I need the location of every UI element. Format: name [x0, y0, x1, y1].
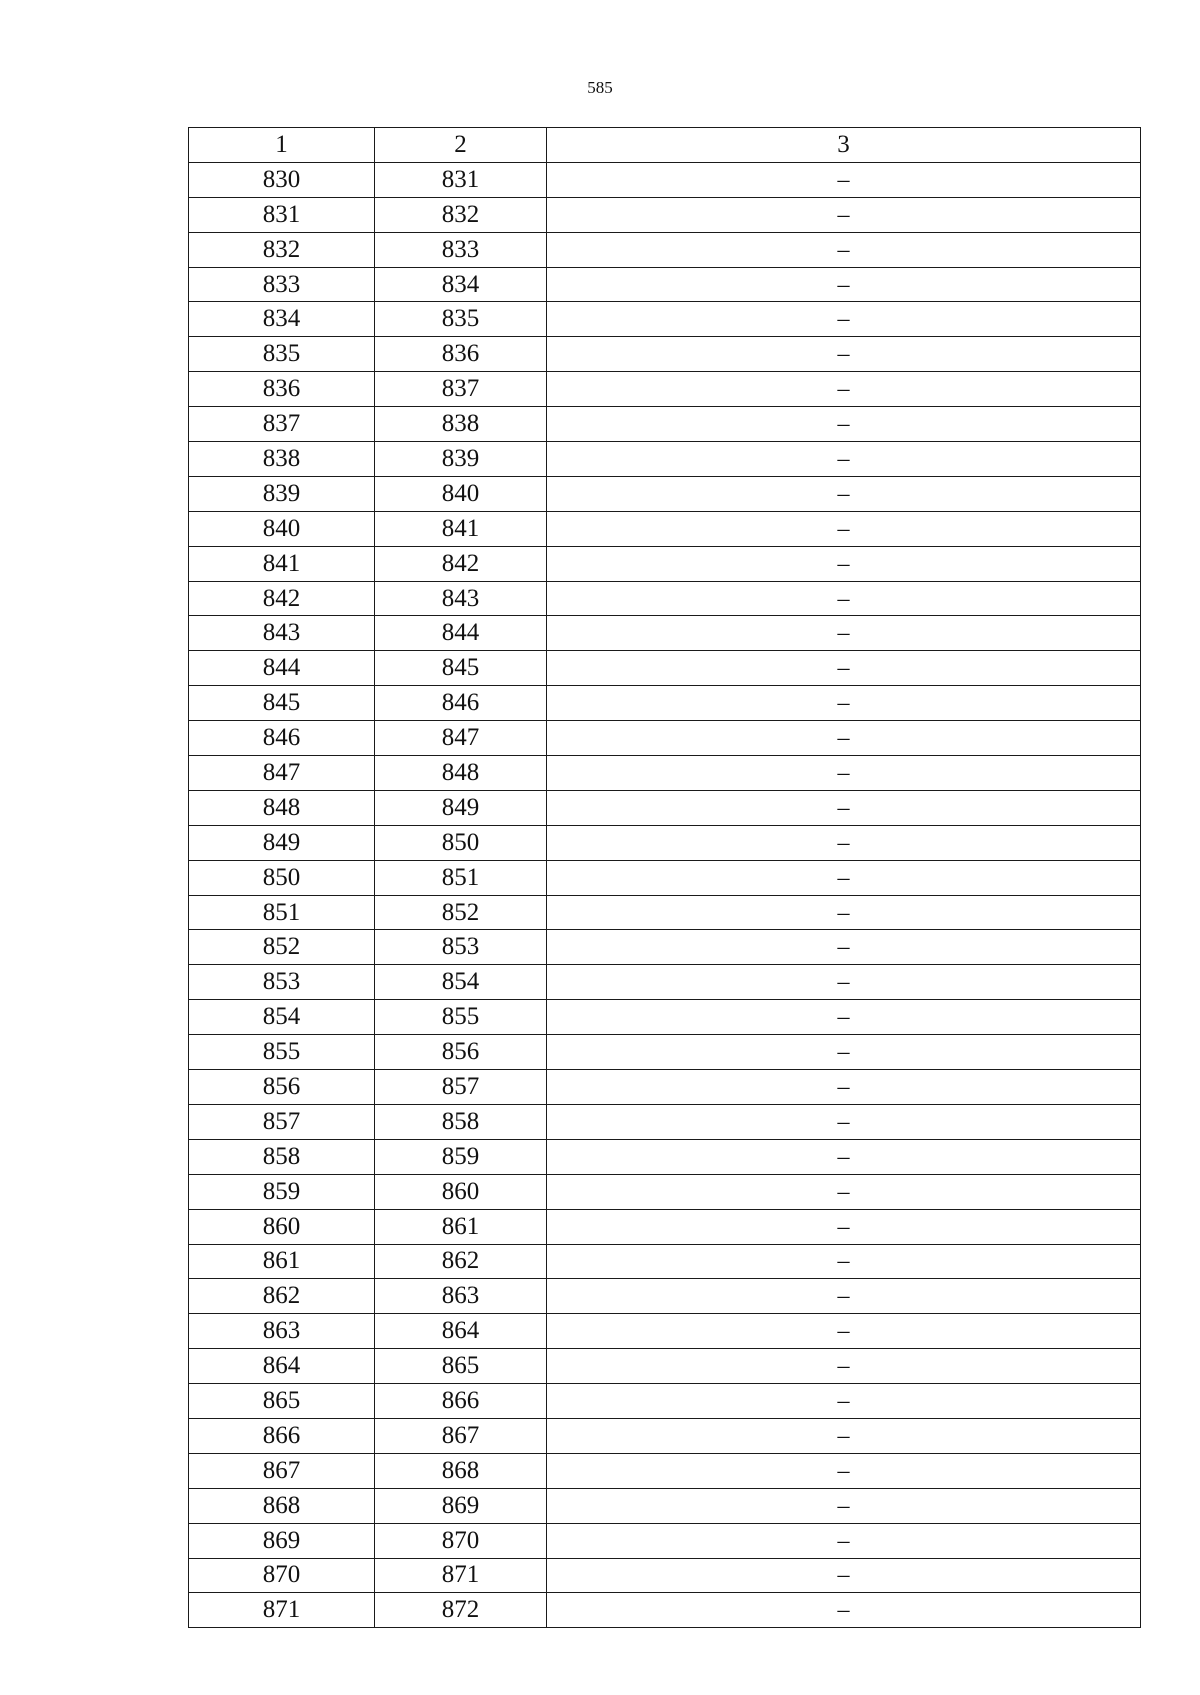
table-row: [189, 721, 1141, 756]
table-cell-col2: 836: [375, 337, 547, 372]
table-cell-col1: 860: [189, 1209, 375, 1244]
table-cell-col1: 850: [189, 860, 375, 895]
table-cell-col2: 848: [375, 756, 547, 791]
table-cell-col3: –: [547, 267, 1141, 302]
table-row: [189, 302, 1141, 337]
table-cell-col2: 846: [375, 686, 547, 721]
table-cell-col1: 857: [189, 1104, 375, 1139]
table-cell-col3: –: [547, 337, 1141, 372]
column-header-2: 2: [375, 128, 547, 163]
table-cell-col2: 855: [375, 1000, 547, 1035]
table-cell-col1: 830: [189, 162, 375, 197]
table-cell-col3: –: [547, 790, 1141, 825]
table-cell-col1: 839: [189, 476, 375, 511]
table-header: [189, 128, 1141, 163]
table-cell-col1: 848: [189, 790, 375, 825]
table-cell-col3: –: [547, 930, 1141, 965]
table-row: [189, 232, 1141, 267]
table-row: [189, 1418, 1141, 1453]
table-row: [189, 1488, 1141, 1523]
table-row: [189, 1384, 1141, 1419]
table-cell-col1: 869: [189, 1523, 375, 1558]
table-row: [189, 1593, 1141, 1628]
table-cell-col3: –: [547, 1314, 1141, 1349]
table-row: [189, 895, 1141, 930]
table-cell-col2: 851: [375, 860, 547, 895]
table-cell-col3: –: [547, 1000, 1141, 1035]
table-cell-col3: –: [547, 162, 1141, 197]
table-cell-col1: 833: [189, 267, 375, 302]
table-cell-col1: 854: [189, 1000, 375, 1035]
table-row: [189, 197, 1141, 232]
table-cell-col1: 834: [189, 302, 375, 337]
table-row: [189, 1349, 1141, 1384]
table-row: [189, 1558, 1141, 1593]
table-cell-col3: –: [547, 1593, 1141, 1628]
table-cell-col1: 847: [189, 756, 375, 791]
table-cell-col1: 846: [189, 721, 375, 756]
table-cell-col1: 845: [189, 686, 375, 721]
table-cell-col3: –: [547, 511, 1141, 546]
table-cell-col1: 864: [189, 1349, 375, 1384]
table-cell-col1: 832: [189, 232, 375, 267]
table-cell-col2: 856: [375, 1035, 547, 1070]
table-cell-col3: –: [547, 895, 1141, 930]
table-cell-col2: 866: [375, 1384, 547, 1419]
table-cell-col1: 855: [189, 1035, 375, 1070]
table-cell-col2: 868: [375, 1453, 547, 1488]
table-cell-col3: –: [547, 581, 1141, 616]
table-row: [189, 442, 1141, 477]
table-cell-col1: 871: [189, 1593, 375, 1628]
table-cell-col2: 869: [375, 1488, 547, 1523]
table-cell-col3: –: [547, 372, 1141, 407]
table-row: [189, 1104, 1141, 1139]
table-cell-col3: –: [547, 232, 1141, 267]
table-cell-col1: 852: [189, 930, 375, 965]
table-cell-col1: 838: [189, 442, 375, 477]
table-cell-col1: 867: [189, 1453, 375, 1488]
data-table: [188, 127, 1141, 1628]
page-number: 585: [587, 78, 613, 97]
table-cell-col1: 861: [189, 1244, 375, 1279]
table-row: [189, 1139, 1141, 1174]
table-cell-col1: 841: [189, 546, 375, 581]
table-cell-col2: 865: [375, 1349, 547, 1384]
table-cell-col3: –: [547, 1488, 1141, 1523]
table-cell-col2: 832: [375, 197, 547, 232]
table-row: [189, 1070, 1141, 1105]
table-cell-col1: 868: [189, 1488, 375, 1523]
table-row: [189, 825, 1141, 860]
table-cell-col2: 844: [375, 616, 547, 651]
table-row: [189, 651, 1141, 686]
table-cell-col3: –: [547, 1384, 1141, 1419]
table-cell-col1: 858: [189, 1139, 375, 1174]
table-cell-col2: 853: [375, 930, 547, 965]
table-row: [189, 790, 1141, 825]
table-cell-col1: 844: [189, 651, 375, 686]
table-row: [189, 476, 1141, 511]
table-cell-col3: –: [547, 686, 1141, 721]
table-row: [189, 546, 1141, 581]
table-cell-col2: 870: [375, 1523, 547, 1558]
table-cell-col1: 851: [189, 895, 375, 930]
table-cell-col1: 849: [189, 825, 375, 860]
table-row: [189, 1209, 1141, 1244]
table-row: [189, 372, 1141, 407]
table-cell-col1: 863: [189, 1314, 375, 1349]
table-row: [189, 162, 1141, 197]
table-cell-col3: –: [547, 1070, 1141, 1105]
table-cell-col2: 834: [375, 267, 547, 302]
table-cell-col2: 849: [375, 790, 547, 825]
table-cell-col2: 833: [375, 232, 547, 267]
table-cell-col2: 857: [375, 1070, 547, 1105]
table-cell-col1: 831: [189, 197, 375, 232]
header-row: [189, 128, 1141, 163]
table-row: [189, 1244, 1141, 1279]
table-row: [189, 1453, 1141, 1488]
table-cell-col2: 861: [375, 1209, 547, 1244]
table-row: [189, 1000, 1141, 1035]
table-cell-col1: 837: [189, 407, 375, 442]
table-cell-col3: –: [547, 1174, 1141, 1209]
table-cell-col3: –: [547, 651, 1141, 686]
table-cell-col2: 872: [375, 1593, 547, 1628]
table-cell-col3: –: [547, 1139, 1141, 1174]
table-cell-col3: –: [547, 756, 1141, 791]
table-cell-col1: 843: [189, 616, 375, 651]
table-cell-col3: –: [547, 1418, 1141, 1453]
column-header-1: 1: [189, 128, 375, 163]
table-cell-col3: –: [547, 1558, 1141, 1593]
table-cell-col1: 842: [189, 581, 375, 616]
table-cell-col3: –: [547, 442, 1141, 477]
table-cell-col1: 853: [189, 965, 375, 1000]
table-row: [189, 756, 1141, 791]
table-cell-col3: –: [547, 1349, 1141, 1384]
table-cell-col3: –: [547, 1453, 1141, 1488]
table-row: [189, 1523, 1141, 1558]
table-cell-col3: –: [547, 546, 1141, 581]
table-cell-col3: –: [547, 721, 1141, 756]
table-row: [189, 1279, 1141, 1314]
table-cell-col3: –: [547, 1104, 1141, 1139]
table-cell-col2: 852: [375, 895, 547, 930]
table-cell-col1: 862: [189, 1279, 375, 1314]
table-cell-col3: –: [547, 1035, 1141, 1070]
table-cell-col2: 837: [375, 372, 547, 407]
table-row: [189, 581, 1141, 616]
table-cell-col2: 838: [375, 407, 547, 442]
table-row: [189, 1314, 1141, 1349]
table-cell-col3: –: [547, 407, 1141, 442]
table-cell-col1: 866: [189, 1418, 375, 1453]
table-row: [189, 1174, 1141, 1209]
table-cell-col3: –: [547, 965, 1141, 1000]
table-body: [189, 162, 1141, 1627]
table-cell-col3: –: [547, 825, 1141, 860]
table-cell-col2: 850: [375, 825, 547, 860]
table-cell-col1: 836: [189, 372, 375, 407]
table-cell-col2: 840: [375, 476, 547, 511]
table-cell-col2: 860: [375, 1174, 547, 1209]
table-row: [189, 407, 1141, 442]
column-header-3: 3: [547, 128, 1141, 163]
table-cell-col3: –: [547, 476, 1141, 511]
table-cell-col2: 867: [375, 1418, 547, 1453]
table-cell-col2: 842: [375, 546, 547, 581]
table-cell-col1: 859: [189, 1174, 375, 1209]
table-cell-col3: –: [547, 860, 1141, 895]
table-cell-col2: 847: [375, 721, 547, 756]
table-cell-col2: 835: [375, 302, 547, 337]
table-cell-col2: 831: [375, 162, 547, 197]
table-cell-col3: –: [547, 1523, 1141, 1558]
table-cell-col1: 856: [189, 1070, 375, 1105]
table-row: [189, 511, 1141, 546]
table-cell-col2: 858: [375, 1104, 547, 1139]
table-row: [189, 267, 1141, 302]
table-row: [189, 337, 1141, 372]
table-cell-col3: –: [547, 1209, 1141, 1244]
table-cell-col2: 841: [375, 511, 547, 546]
table-row: [189, 686, 1141, 721]
table-cell-col2: 864: [375, 1314, 547, 1349]
table-cell-col1: 870: [189, 1558, 375, 1593]
table-cell-col2: 843: [375, 581, 547, 616]
table-cell-col3: –: [547, 197, 1141, 232]
table-cell-col3: –: [547, 616, 1141, 651]
table-cell-col2: 854: [375, 965, 547, 1000]
table-cell-col2: 845: [375, 651, 547, 686]
table-row: [189, 616, 1141, 651]
table-cell-col2: 871: [375, 1558, 547, 1593]
table-cell-col1: 865: [189, 1384, 375, 1419]
table-cell-col3: –: [547, 302, 1141, 337]
table-row: [189, 965, 1141, 1000]
table-cell-col3: –: [547, 1279, 1141, 1314]
table-row: [189, 1035, 1141, 1070]
table-cell-col3: –: [547, 1244, 1141, 1279]
table-cell-col1: 835: [189, 337, 375, 372]
table-cell-col2: 862: [375, 1244, 547, 1279]
table-cell-col2: 859: [375, 1139, 547, 1174]
table-cell-col1: 840: [189, 511, 375, 546]
table-cell-col2: 839: [375, 442, 547, 477]
table-row: [189, 860, 1141, 895]
table-cell-col2: 863: [375, 1279, 547, 1314]
table-row: [189, 930, 1141, 965]
